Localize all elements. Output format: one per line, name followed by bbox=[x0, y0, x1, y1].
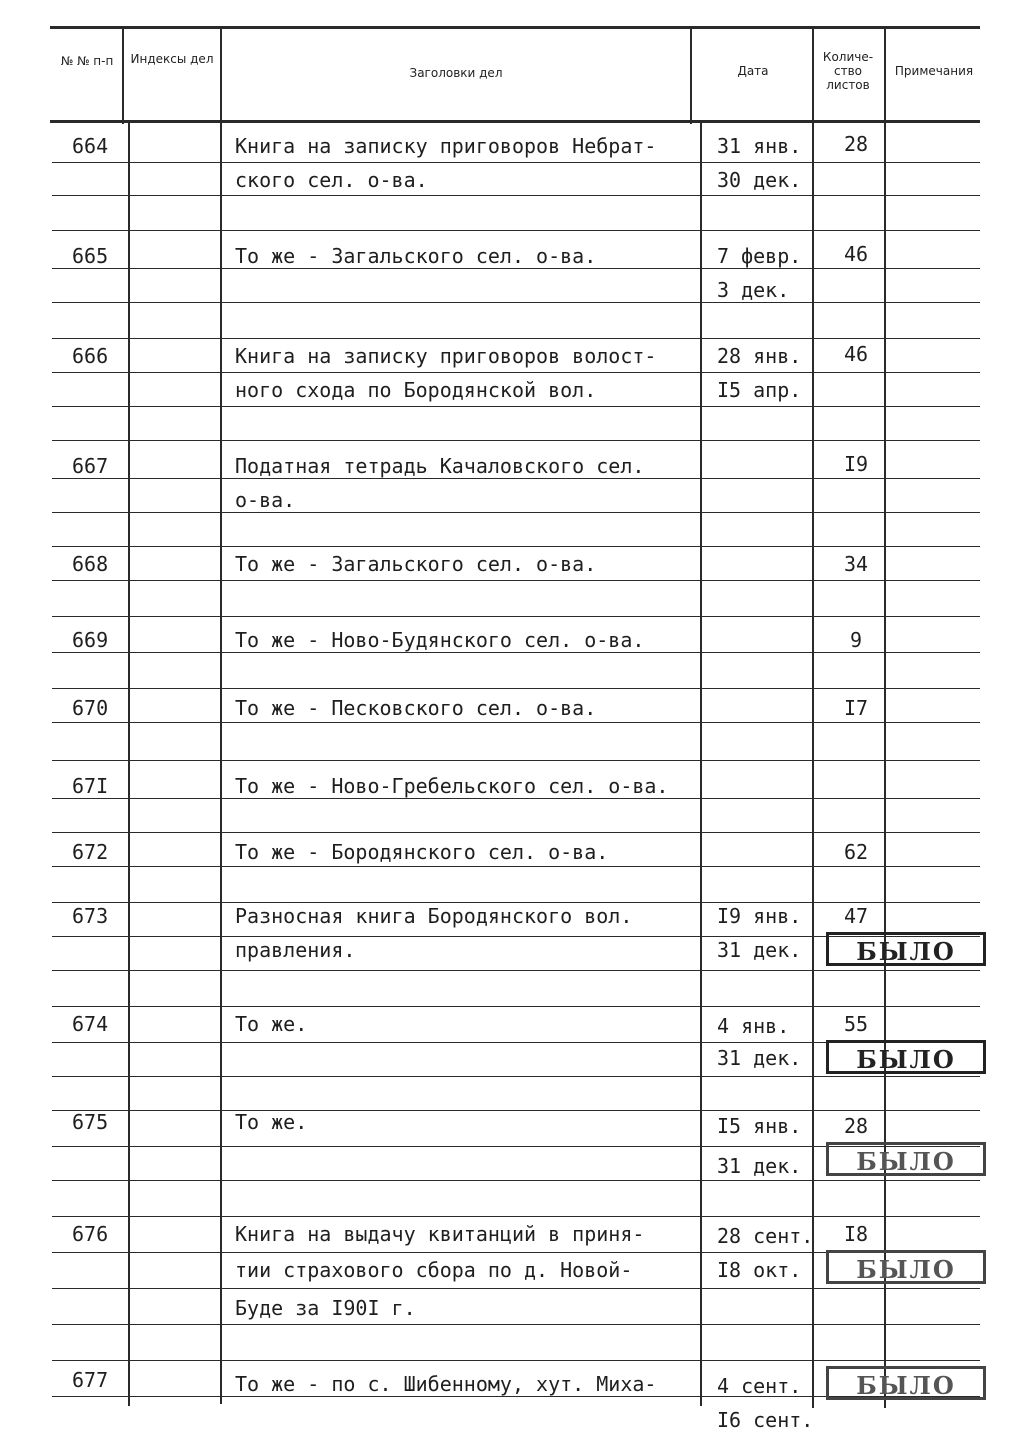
row-title-line: о-ва. bbox=[235, 488, 296, 512]
stamp-bylo: БЫЛО bbox=[826, 1040, 986, 1074]
row-date-start: I5 янв. bbox=[717, 1114, 802, 1138]
row-number: 67I bbox=[72, 774, 109, 798]
row-title-line: То же - Ново-Будянского сел. о-ва. bbox=[235, 628, 645, 652]
row-number: 672 bbox=[72, 840, 109, 864]
row-date-end: 31 дек. bbox=[717, 1154, 802, 1178]
row-title-line: Податная тетрадь Качаловского сел. bbox=[235, 454, 645, 478]
row-sheet-count: 47 bbox=[843, 904, 869, 928]
row-date-start: 7 февр. bbox=[717, 244, 802, 268]
row-title-line: Книга на выдачу квитанций в приня- bbox=[235, 1222, 645, 1246]
row-sheet-count: 28 bbox=[843, 1114, 869, 1138]
column-divider-date bbox=[700, 122, 702, 1406]
header-date: Дата bbox=[737, 64, 769, 78]
row-date-end: 30 дек. bbox=[717, 168, 802, 192]
row-date-start: 4 янв. bbox=[717, 1014, 790, 1038]
row-number: 673 bbox=[72, 904, 109, 928]
row-title-line: То же - по с. Шибенному, хут. Миха- bbox=[235, 1372, 657, 1396]
row-date-end: I6 сент. bbox=[717, 1408, 814, 1432]
row-title-line: То же - Песковского сел. о-ва. bbox=[235, 696, 597, 720]
row-title-line: Разносная книга Бородянского вол. bbox=[235, 904, 633, 928]
header-bottom-border bbox=[50, 120, 980, 123]
row-number: 667 bbox=[72, 454, 109, 478]
stamp-bylo: БЫЛО bbox=[826, 1142, 986, 1176]
column-divider-index bbox=[128, 122, 130, 1406]
stamp-bylo: БЫЛО bbox=[826, 1250, 986, 1284]
row-sheet-count: 28 bbox=[843, 132, 869, 156]
row-title-line: То же - Ново-Гребельского сел. о-ва. bbox=[235, 774, 669, 798]
row-title-line: То же - Загальского сел. о-ва. bbox=[235, 244, 597, 268]
row-date-start: 28 янв. bbox=[717, 344, 802, 368]
row-number: 668 bbox=[72, 552, 109, 576]
row-number: 674 bbox=[72, 1012, 109, 1036]
row-sheet-count: 46 bbox=[843, 242, 869, 266]
row-date-start: 28 сент. bbox=[717, 1224, 814, 1248]
row-sheet-count: I9 bbox=[843, 452, 869, 476]
row-number: 676 bbox=[72, 1222, 109, 1246]
row-date-start: I9 янв. bbox=[717, 904, 802, 928]
stamp-bylo: БЫЛО bbox=[826, 932, 986, 966]
column-divider-4 bbox=[812, 28, 814, 1408]
row-date-end: 3 дек. bbox=[717, 278, 790, 302]
top-border bbox=[50, 26, 980, 29]
row-number: 677 bbox=[72, 1368, 109, 1392]
row-sheet-count: 55 bbox=[843, 1012, 869, 1036]
row-number: 664 bbox=[72, 134, 109, 158]
stamp-bylo: БЫЛО bbox=[826, 1366, 986, 1400]
row-sheet-count: I7 bbox=[843, 696, 869, 720]
row-date-start: 4 сент. bbox=[717, 1374, 802, 1398]
row-title-line: правления. bbox=[235, 938, 356, 962]
column-divider-1 bbox=[122, 28, 124, 124]
header-sheet-count: Количе-ство листов bbox=[822, 50, 874, 92]
row-title-line: То же - Загальского сел. о-ва. bbox=[235, 552, 597, 576]
row-sheet-count: 34 bbox=[843, 552, 869, 576]
column-divider-3 bbox=[690, 28, 692, 124]
row-number: 675 bbox=[72, 1110, 109, 1134]
row-date-start: 31 янв. bbox=[717, 134, 802, 158]
row-title-line: То же. bbox=[235, 1012, 308, 1036]
row-title-line: ского сел. о-ва. bbox=[235, 168, 428, 192]
row-title-line: ного схода по Бородянской вол. bbox=[235, 378, 597, 402]
header-titles: Заголовки дел bbox=[409, 66, 503, 80]
row-sheet-count: 9 bbox=[849, 628, 863, 652]
row-date-end: I8 окт. bbox=[717, 1258, 802, 1282]
row-number: 665 bbox=[72, 244, 109, 268]
row-number: 666 bbox=[72, 344, 109, 368]
row-title-line: То же - Бородянского сел. о-ва. bbox=[235, 840, 609, 864]
header-number: № № п-п bbox=[60, 54, 114, 68]
row-date-end: I5 апр. bbox=[717, 378, 802, 402]
row-number: 669 bbox=[72, 628, 109, 652]
row-title-line: тии страхового сбора по д. Новой- bbox=[235, 1258, 633, 1282]
row-date-end: 31 дек. bbox=[717, 938, 802, 962]
column-divider-5 bbox=[884, 28, 886, 1408]
column-divider-2 bbox=[220, 28, 222, 1404]
header-notes: Примечания bbox=[894, 64, 974, 78]
row-title-line: Буде за I90I г. bbox=[235, 1296, 416, 1320]
row-sheet-count: I8 bbox=[843, 1222, 869, 1246]
header-indexes: Индексы дел bbox=[130, 52, 214, 66]
row-number: 670 bbox=[72, 696, 109, 720]
row-sheet-count: 62 bbox=[843, 840, 869, 864]
row-sheet-count: 46 bbox=[843, 342, 869, 366]
row-date-end: 31 дек. bbox=[717, 1046, 802, 1070]
row-title-line: То же. bbox=[235, 1110, 308, 1134]
row-title-line: Книга на записку приговоров волост- bbox=[235, 344, 657, 368]
row-title-line: Книга на записку приговоров Небрат- bbox=[235, 134, 657, 158]
